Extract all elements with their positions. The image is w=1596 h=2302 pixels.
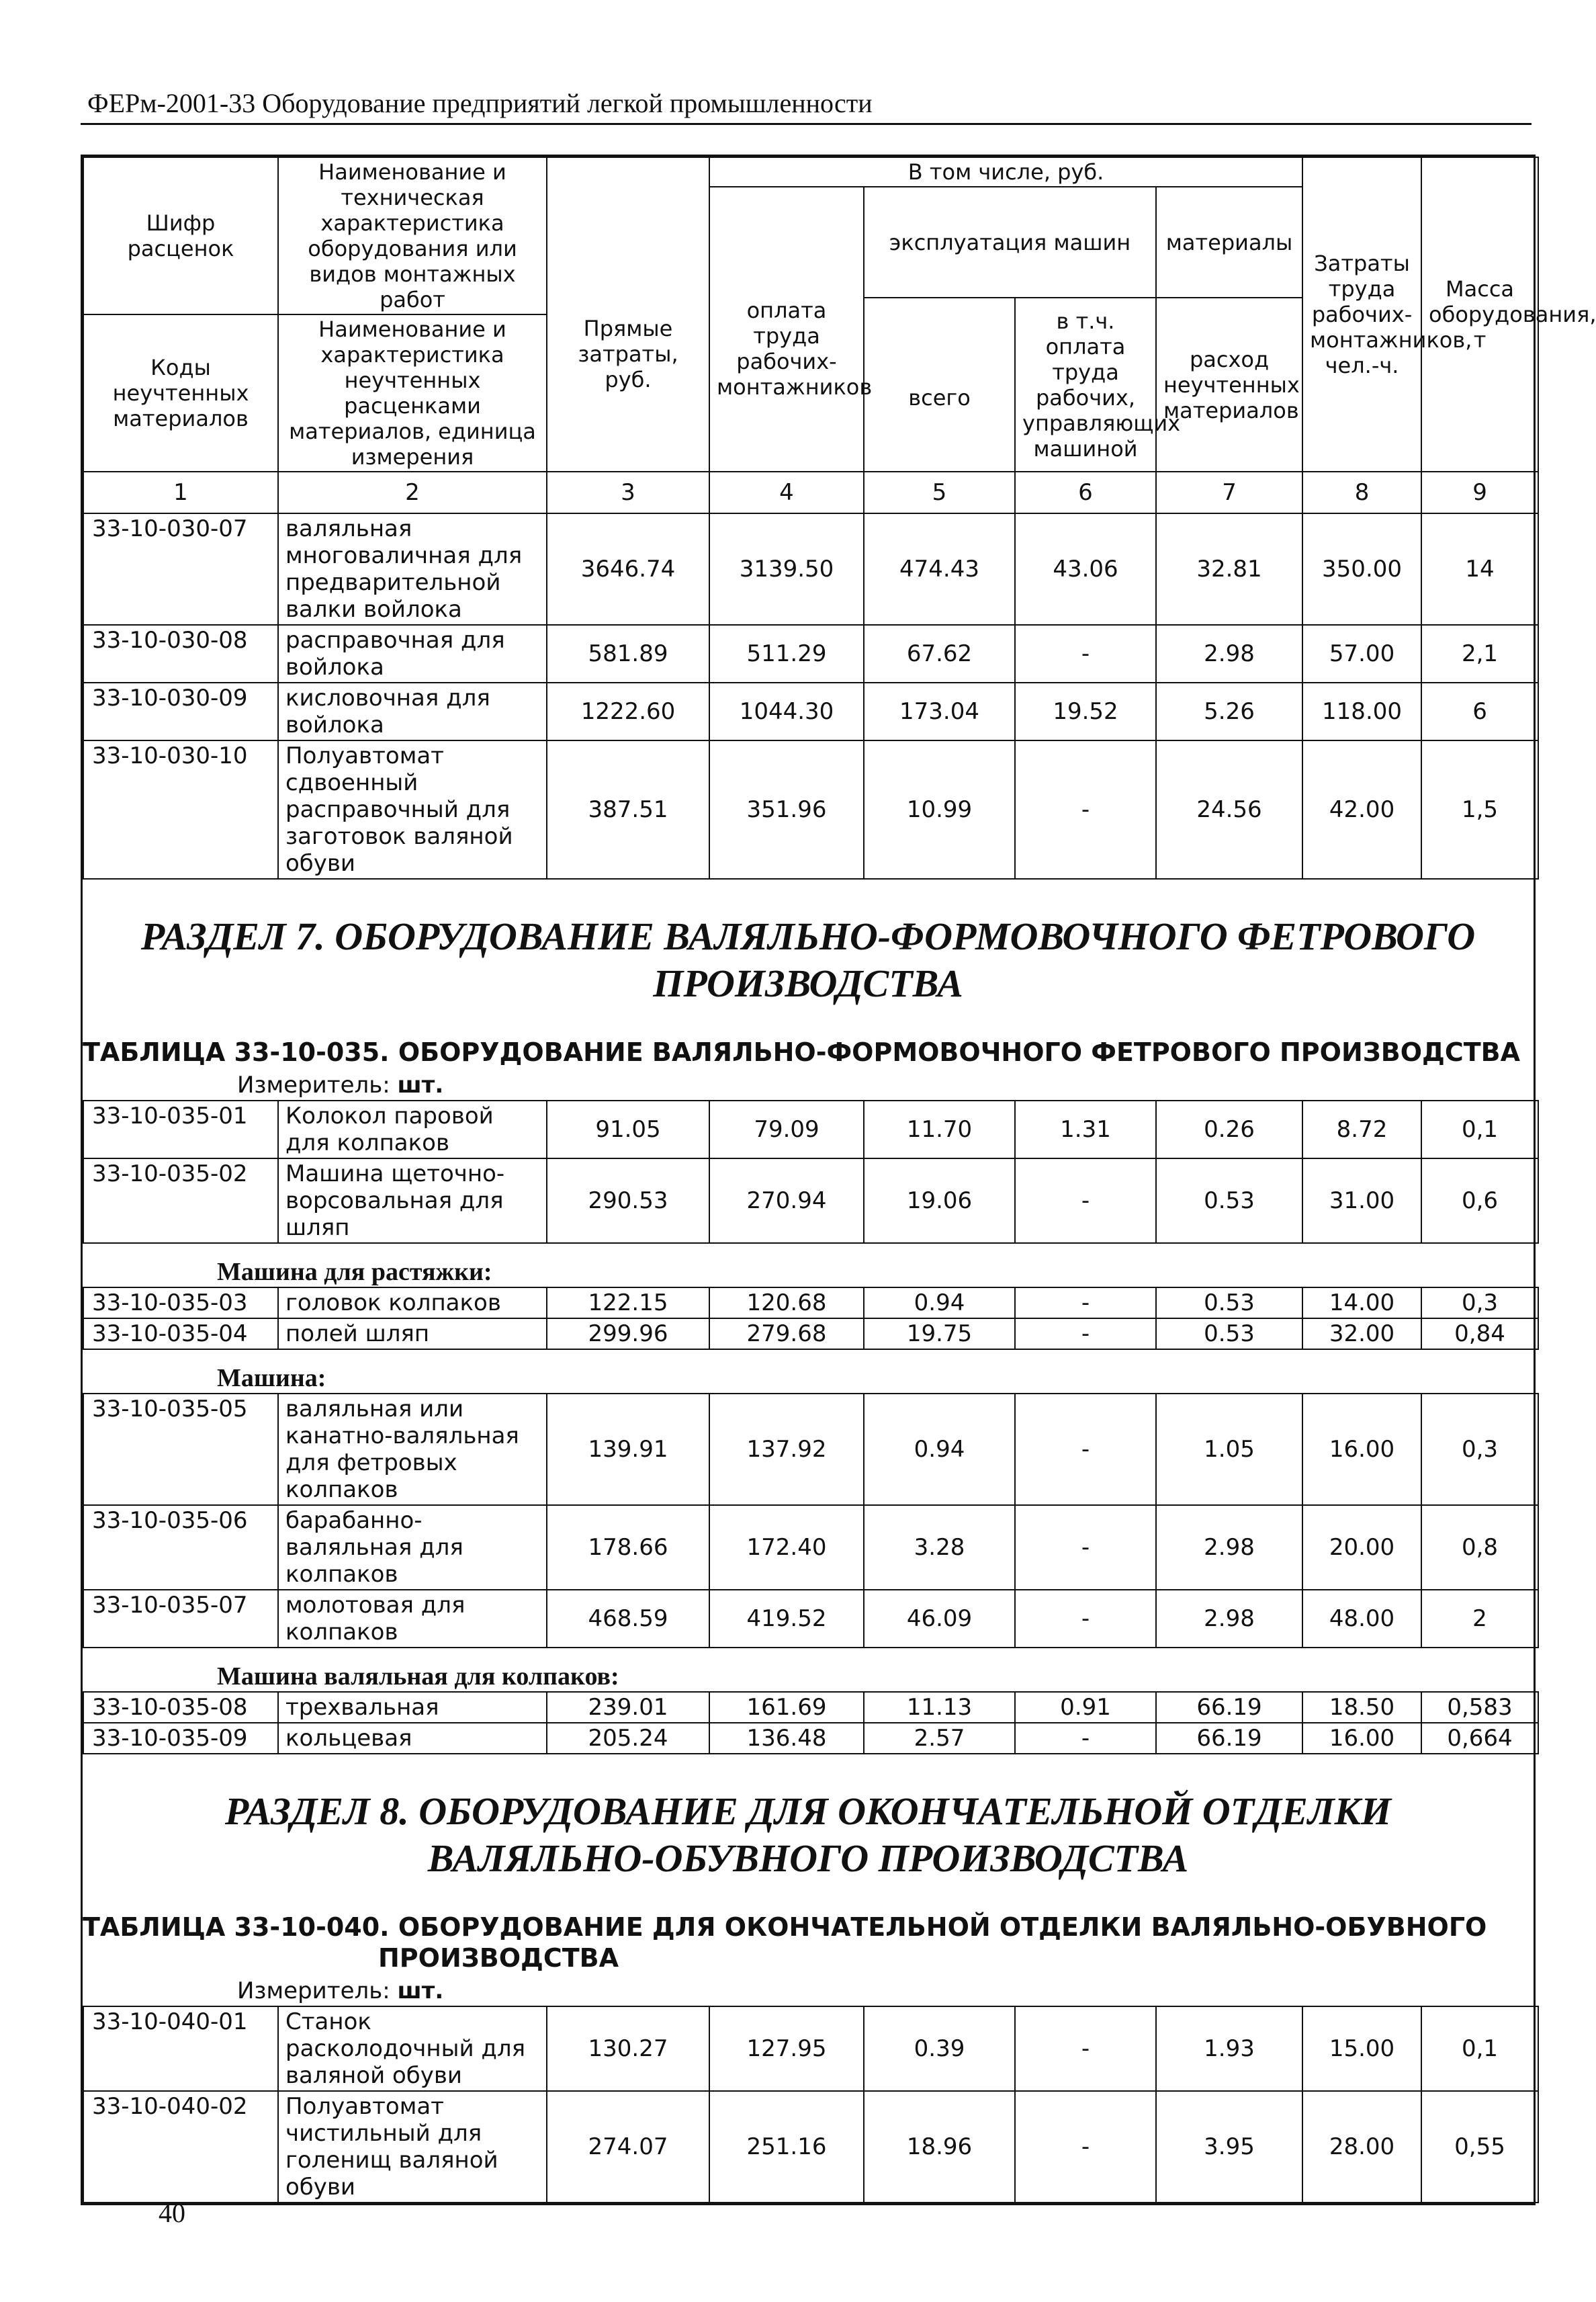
cell-machine-total: 11.13 (864, 1692, 1015, 1723)
table-row (83, 1101, 1538, 1158)
rate-code: 33-10-035-06 (83, 1505, 278, 1590)
cell-labor-pay: 136.48 (709, 1723, 864, 1754)
cell-labor-hours: 16.00 (1302, 1723, 1421, 1754)
rate-code: 33-10-030-09 (83, 683, 278, 740)
unit-value: шт. (397, 1072, 444, 1099)
cell-mass: 1,5 (1421, 740, 1538, 879)
table-row (83, 513, 1538, 625)
cell-materials: 66.19 (1156, 1723, 1302, 1754)
cell-materials: 0.53 (1156, 1158, 1302, 1243)
cell-labor-hours: 57.00 (1302, 625, 1421, 683)
col-incl-header: В том числе, руб. (709, 157, 1302, 187)
rate-code: 33-10-035-03 (83, 1287, 278, 1318)
col-mach-pay-header: в т.ч. оплата труда рабочих, управляющих машиной (1015, 298, 1156, 472)
cell-direct-cost: 122.15 (547, 1287, 709, 1318)
item-name: валяльная многоваличная для предварительной валки войлока (278, 513, 547, 625)
cell-materials: 2.98 (1156, 1590, 1302, 1648)
table-row (83, 1505, 1538, 1590)
col-mass-header: Масса оборудования, т (1421, 157, 1538, 472)
cell-mass: 0,8 (1421, 1505, 1538, 1590)
cell-mass: 0,55 (1421, 2091, 1538, 2203)
table-row (83, 2091, 1538, 2203)
col-mat-unacc-header: расход неучтенных материалов (1156, 298, 1302, 472)
cell-materials: 2.98 (1156, 625, 1302, 683)
cell-labor-hours: 14.00 (1302, 1287, 1421, 1318)
cell-labor-pay: 419.52 (709, 1590, 864, 1648)
table-row (83, 1158, 1538, 1243)
cell-labor-hours: 350.00 (1302, 513, 1421, 625)
cell-direct-cost: 239.01 (547, 1692, 709, 1723)
cell-machine-pay: 19.52 (1015, 683, 1156, 740)
item-name: валяльная или канатно-валяльная для фетровых колпаков (278, 1394, 547, 1505)
cell-machine-total: 2.57 (864, 1723, 1015, 1754)
cell-labor-hours: 8.72 (1302, 1101, 1421, 1158)
cell-labor-hours: 20.00 (1302, 1505, 1421, 1590)
cell-materials: 0.26 (1156, 1101, 1302, 1158)
header-table (83, 157, 1596, 880)
cell-machine-total: 11.70 (864, 1101, 1015, 1158)
rate-code: 33-10-030-10 (83, 740, 278, 879)
col-index: 4 (709, 472, 864, 513)
col-index: 3 (547, 472, 709, 513)
group-machine: Машина: (217, 1364, 326, 1392)
cell-mass: 2 (1421, 1590, 1538, 1648)
cell-materials: 2.98 (1156, 1505, 1302, 1590)
cell-materials: 66.19 (1156, 1692, 1302, 1723)
cell-direct-cost: 387.51 (547, 740, 709, 879)
cell-machine-pay: - (1015, 2006, 1156, 2091)
cell-labor-pay: 161.69 (709, 1692, 864, 1723)
table-40-title-line-2: ПРОИЗВОДСТВА (378, 1943, 619, 1973)
item-name: молотовая для колпаков (278, 1590, 547, 1648)
unit-label: Измеритель: (237, 1977, 390, 2004)
col-index: 2 (278, 472, 547, 513)
col-name-header: Наименование и техническая характеристика оборудования или видов монтажных работ (278, 157, 547, 314)
cell-direct-cost: 581.89 (547, 625, 709, 683)
cell-machine-total: 0.39 (864, 2006, 1015, 2091)
cell-machine-total: 0.94 (864, 1394, 1015, 1505)
cell-materials: 32.81 (1156, 513, 1302, 625)
cell-machine-pay: - (1015, 1505, 1156, 1590)
cell-direct-cost: 130.27 (547, 2006, 709, 2091)
col-index: 8 (1302, 472, 1421, 513)
item-name: барабанно-валяльная для колпаков (278, 1505, 547, 1590)
col-mach-total-header: всего (864, 298, 1015, 472)
cell-materials: 3.95 (1156, 2091, 1302, 2203)
col-code2-header: Коды неучтенных материалов (83, 314, 278, 472)
table-35-part-3 (83, 1393, 1539, 1648)
item-name: Машина щеточно-ворсовальная для шляп (278, 1158, 547, 1243)
unit-label: Измеритель: (237, 1072, 390, 1099)
cell-labor-pay: 351.96 (709, 740, 864, 879)
cell-mass: 0,1 (1421, 2006, 1538, 2091)
cell-machine-pay: - (1015, 1590, 1156, 1648)
cell-materials: 1.05 (1156, 1394, 1302, 1505)
cell-mass: 2,1 (1421, 625, 1538, 683)
col-index: 7 (1156, 472, 1302, 513)
cell-materials: 0.53 (1156, 1287, 1302, 1318)
cell-labor-pay: 251.16 (709, 2091, 864, 2203)
cell-labor-hours: 28.00 (1302, 2091, 1421, 2203)
col-code-header: Шифр расценок (83, 157, 278, 314)
item-name: головок колпаков (278, 1287, 547, 1318)
item-name: Станок расколодочный для валяной обуви (278, 2006, 547, 2091)
cell-direct-cost: 3646.74 (547, 513, 709, 625)
rate-code: 33-10-035-08 (83, 1692, 278, 1723)
cell-machine-total: 19.06 (864, 1158, 1015, 1243)
cell-mass: 0,3 (1421, 1287, 1538, 1318)
page-number: 40 (159, 2198, 185, 2228)
cell-direct-cost: 205.24 (547, 1723, 709, 1754)
cell-labor-pay: 127.95 (709, 2006, 864, 2091)
cell-mass: 0,6 (1421, 1158, 1538, 1243)
cell-direct-cost: 139.91 (547, 1394, 709, 1505)
item-name: кольцевая (278, 1723, 547, 1754)
cell-machine-pay: 43.06 (1015, 513, 1156, 625)
cell-machine-total: 173.04 (864, 683, 1015, 740)
cell-machine-total: 67.62 (864, 625, 1015, 683)
cell-machine-pay: - (1015, 1158, 1156, 1243)
rate-code: 33-10-035-01 (83, 1101, 278, 1158)
cell-mass: 0,583 (1421, 1692, 1538, 1723)
cell-labor-hours: 18.50 (1302, 1692, 1421, 1723)
cell-machine-total: 18.96 (864, 2091, 1015, 2203)
cell-labor-pay: 3139.50 (709, 513, 864, 625)
cell-direct-cost: 274.07 (547, 2091, 709, 2203)
cell-labor-hours: 31.00 (1302, 1158, 1421, 1243)
cell-machine-total: 46.09 (864, 1590, 1015, 1648)
cell-labor-hours: 16.00 (1302, 1394, 1421, 1505)
cell-machine-total: 19.75 (864, 1318, 1015, 1349)
col-mat-header: материалы (1156, 187, 1302, 298)
col-index: 1 (83, 472, 278, 513)
rate-code: 33-10-040-01 (83, 2006, 278, 2091)
table-40 (83, 2006, 1539, 2203)
running-header: ФЕРм-2001-33 Оборудование предприятий легкой промышленности (87, 88, 873, 118)
cell-direct-cost: 290.53 (547, 1158, 709, 1243)
cell-labor-hours: 118.00 (1302, 683, 1421, 740)
cell-labor-pay: 172.40 (709, 1505, 864, 1590)
col-index: 6 (1015, 472, 1156, 513)
table-row (83, 1692, 1538, 1723)
cell-machine-pay: - (1015, 740, 1156, 879)
cell-direct-cost: 468.59 (547, 1590, 709, 1648)
table-40-title-line-1: ТАБЛИЦА 33-10-040. ОБОРУДОВАНИЕ ДЛЯ ОКОНЧАТЕЛЬНОЙ ОТДЕЛКИ ВАЛЯЛЬНО-ОБУВНОГО (83, 1912, 1487, 1942)
rate-code: 33-10-035-07 (83, 1590, 278, 1648)
cell-mass: 6 (1421, 683, 1538, 740)
table-row (83, 1590, 1538, 1648)
table-40-title (83, 1901, 1534, 1973)
section-7-title: РАЗДЕЛ 7. ОБОРУДОВАНИЕ ВАЛЯЛЬНО-ФОРМОВОЧНОГО ФЕТРОВОГО ПРОИЗВОДСТВА (140, 914, 1476, 1005)
cell-direct-cost: 1222.60 (547, 683, 709, 740)
table-row (83, 1318, 1538, 1349)
col-name2-header: Наименование и характеристика неучтенных расценками материалов, единица измерения (278, 314, 547, 472)
rate-code: 33-10-035-05 (83, 1394, 278, 1505)
cell-direct-cost: 299.96 (547, 1318, 709, 1349)
unit-value: шт. (397, 1977, 444, 2004)
group-stretch-machine: Машина для растяжки: (217, 1258, 492, 1286)
item-name: Полуавтомат сдвоенный расправочный для заготовок валяной обуви (278, 740, 547, 879)
section-8-title: РАЗДЕЛ 8. ОБОРУДОВАНИЕ ДЛЯ ОКОНЧАТЕЛЬНОЙ ОТДЕЛКИ ВАЛЯЛЬНО-ОБУВНОГО ПРОИЗВОДСТВА (224, 1789, 1392, 1880)
cell-labor-pay: 137.92 (709, 1394, 864, 1505)
rate-code: 33-10-030-07 (83, 513, 278, 625)
cell-machine-total: 10.99 (864, 740, 1015, 879)
cell-mass: 14 (1421, 513, 1538, 625)
table-35-part-4 (83, 1691, 1539, 1754)
cell-materials: 1.93 (1156, 2006, 1302, 2091)
table-35-title: ТАБЛИЦА 33-10-035. ОБОРУДОВАНИЕ ВАЛЯЛЬНО-ФОРМОВОЧНОГО ФЕТРОВОГО ПРОИЗВОДСТВА (83, 1037, 1521, 1067)
cell-machine-total: 474.43 (864, 513, 1015, 625)
table-40-unit (83, 1973, 1534, 2006)
cell-machine-total: 3.28 (864, 1505, 1015, 1590)
cell-labor-pay: 120.68 (709, 1287, 864, 1318)
table-35-part-2 (83, 1287, 1539, 1350)
cell-materials: 0.53 (1156, 1318, 1302, 1349)
cell-machine-total: 0.94 (864, 1287, 1015, 1318)
cell-labor-pay: 79.09 (709, 1101, 864, 1158)
col-index: 5 (864, 472, 1015, 513)
cell-mass: 0,84 (1421, 1318, 1538, 1349)
cell-direct-cost: 178.66 (547, 1505, 709, 1590)
cell-labor-hours: 32.00 (1302, 1318, 1421, 1349)
cell-labor-hours: 42.00 (1302, 740, 1421, 879)
table-35-part-1 (83, 1100, 1539, 1244)
cell-machine-pay: - (1015, 1287, 1156, 1318)
cell-machine-pay: 0.91 (1015, 1692, 1156, 1723)
rate-code: 33-10-035-09 (83, 1723, 278, 1754)
table-row (83, 1394, 1538, 1505)
cell-machine-pay: 1.31 (1015, 1101, 1156, 1158)
cell-machine-pay: - (1015, 1723, 1156, 1754)
rate-code: 33-10-035-02 (83, 1158, 278, 1243)
col-mach-header: эксплуатация машин (864, 187, 1156, 298)
table-row (83, 2006, 1538, 2091)
cell-mass: 0,1 (1421, 1101, 1538, 1158)
header-rule (81, 123, 1532, 125)
cell-mass: 0,664 (1421, 1723, 1538, 1754)
cell-machine-pay: - (1015, 1394, 1156, 1505)
cell-machine-pay: - (1015, 625, 1156, 683)
item-name: кисловочная для войлока (278, 683, 547, 740)
cell-machine-pay: - (1015, 1318, 1156, 1349)
cell-machine-pay: - (1015, 2091, 1156, 2203)
rate-code: 33-10-035-04 (83, 1318, 278, 1349)
rate-code: 33-10-040-02 (83, 2091, 278, 2203)
col-pay-header: оплата труда рабочих-монтажников (709, 187, 864, 472)
rate-code: 33-10-030-08 (83, 625, 278, 683)
item-name: Полуавтомат чистильный для голенищ валяной обуви (278, 2091, 547, 2203)
cell-materials: 5.26 (1156, 683, 1302, 740)
item-name: трехвальная (278, 1692, 547, 1723)
table-row (83, 740, 1538, 879)
col-labor-header: Затраты труда рабочих-монтажников, чел.-ч. (1302, 157, 1421, 472)
table-35-unit (83, 1068, 1534, 1100)
table-row (83, 1287, 1538, 1318)
item-name: Колокол паровой для колпаков (278, 1101, 547, 1158)
item-name: полей шляп (278, 1318, 547, 1349)
cell-labor-hours: 15.00 (1302, 2006, 1421, 2091)
cell-direct-cost: 91.05 (547, 1101, 709, 1158)
rates-document (81, 155, 1596, 2205)
table-row (83, 683, 1538, 740)
cell-labor-pay: 279.68 (709, 1318, 864, 1349)
cell-labor-pay: 270.94 (709, 1158, 864, 1243)
group-felting-machine: Машина валяльная для колпаков: (217, 1662, 619, 1691)
col-direct-header: Прямые затраты, руб. (547, 157, 709, 472)
col-index: 9 (1421, 472, 1538, 513)
cell-materials: 24.56 (1156, 740, 1302, 879)
table-row (83, 1723, 1538, 1754)
item-name: расправочная для войлока (278, 625, 547, 683)
cell-mass: 0,3 (1421, 1394, 1538, 1505)
table-row (83, 625, 1538, 683)
cell-labor-hours: 48.00 (1302, 1590, 1421, 1648)
cell-labor-pay: 1044.30 (709, 683, 864, 740)
cell-labor-pay: 511.29 (709, 625, 864, 683)
